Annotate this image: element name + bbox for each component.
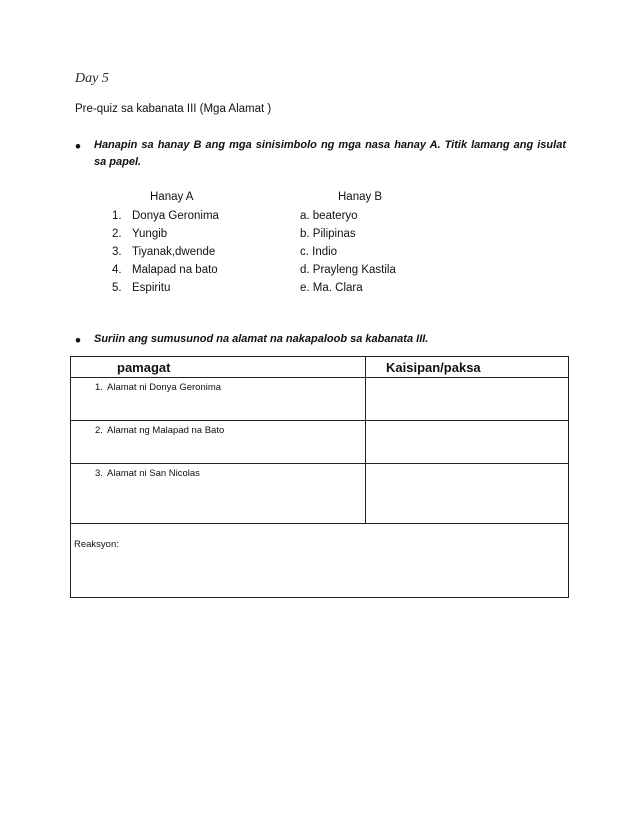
column-a-list [112, 207, 219, 297]
title-cell [71, 421, 366, 464]
day-heading: Day 5 [75, 71, 109, 86]
title-cell [71, 464, 366, 524]
item-number: 2. [112, 228, 122, 240]
reaction-label: Reaksyon: [71, 524, 569, 598]
table-header-row [71, 357, 569, 378]
list-item: c. Indio [300, 246, 338, 258]
header-kaisipan: Kaisipan/paksa [366, 357, 569, 378]
item-text: Yungib [132, 228, 168, 240]
row-title: Alamat ng Malapad na Bato [107, 425, 225, 436]
item-number: 1. [112, 210, 122, 222]
header-pamagat: pamagat [71, 357, 366, 378]
bullet-icon: • [75, 137, 81, 156]
list-item: b. Pilipinas [300, 228, 356, 240]
item-text: Malapad na bato [132, 264, 218, 276]
list-item [112, 243, 219, 261]
item-text: Tiyanak,dwende [132, 246, 216, 258]
answer-cell [366, 464, 569, 524]
list-item: a. beateryo [300, 210, 358, 222]
list-item [112, 207, 219, 225]
analysis-table [70, 356, 569, 598]
row-title: Alamat ni San Nicolas [107, 468, 200, 479]
list-item [112, 225, 219, 243]
reaction-row [71, 524, 569, 598]
list-item [112, 261, 219, 279]
table-row [71, 421, 569, 464]
row-number: 1. [95, 382, 103, 393]
column-a-title: Hanay A [150, 191, 194, 203]
quiz-subtitle: Pre-quiz sa kabanata III (Mga Alamat ) [75, 103, 272, 115]
instruction-matching: Hanapin sa hanay B ang mga sinisimbolo ng mga nasa hanay A. Titik lamang ang isulat sa papel. [94, 139, 566, 168]
bullet-icon: • [75, 331, 81, 350]
instruction-analysis: Suriin ang sumusunod na alamat na nakapaloob sa kabanata III. [94, 333, 429, 345]
item-number: 3. [112, 246, 122, 258]
title-cell [71, 378, 366, 421]
column-b-title: Hanay B [338, 191, 383, 203]
item-number: 4. [112, 264, 122, 276]
row-number: 3. [95, 468, 103, 479]
list-item [112, 279, 219, 297]
answer-cell [366, 421, 569, 464]
answer-cell [366, 378, 569, 421]
table-row [71, 378, 569, 421]
item-text: Donya Geronima [132, 210, 219, 222]
item-text: Espiritu [132, 282, 171, 294]
table-row [71, 464, 569, 524]
list-item: e. Ma. Clara [300, 282, 363, 294]
list-item: d. Prayleng Kastila [300, 264, 396, 276]
column-b-list [300, 207, 396, 297]
row-title: Alamat ni Donya Geronima [107, 382, 222, 393]
item-number: 5. [112, 282, 122, 294]
row-number: 2. [95, 425, 103, 436]
